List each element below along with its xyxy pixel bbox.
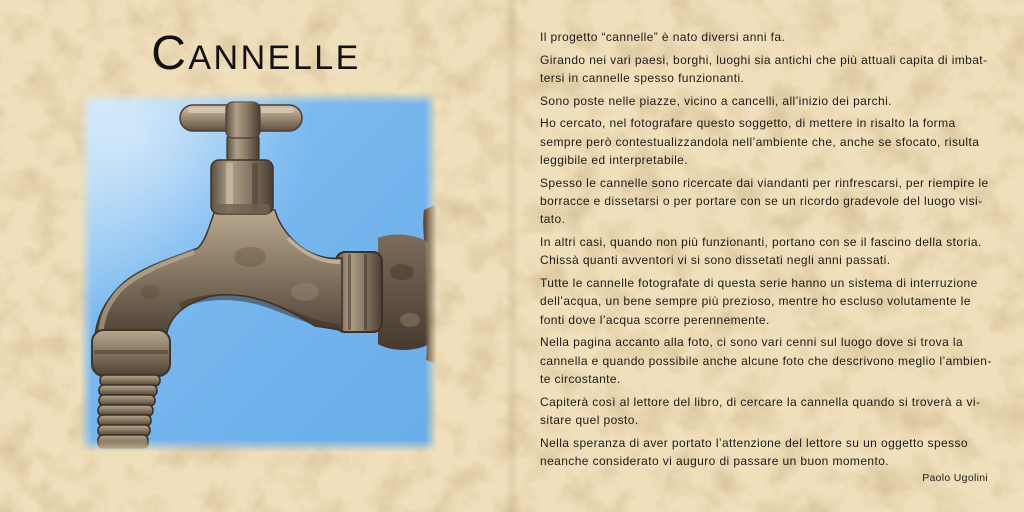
body-text-line: dell’acqua, un bene sempre più prezioso, mentre ho escluso volutamente le [540,294,971,309]
body-text-line: sitare quel posto. [540,413,639,428]
nozzle-ring [98,435,148,448]
coupling-rib [364,254,367,330]
body-text-line: fonti dove l’acqua scorre perennemente. [540,312,770,327]
body-paragraph [540,233,997,270]
body-text-line: Tutte le cannelle fotografate di questa serie hanno un sistema di interruzione [540,276,978,290]
coupling-rib [348,254,351,330]
body-text-line: Capiterà così al lettore del libro, di cercare la cannella quando si troverà a vi- [540,394,981,409]
wall-fitting [378,235,430,350]
body-paragraph [540,333,997,388]
body-text-line: cannella e quando possibile anche alcune foto che descrivono meglio l’ambien- [540,353,992,368]
body-text-line: borracce e dissetarsi o per portare con se un ricordo gradevole del luogo visi- [540,194,983,208]
body-text-line: tersi in cannelle spesso funzionanti. [540,71,745,85]
patina-spot [400,313,420,327]
body-text-line: leggibile ed interpretabile. [540,153,688,167]
patina-spot [234,247,266,267]
photo-frame [80,92,437,452]
body-paragraph [540,92,997,110]
page-title: Cannelle [151,27,361,80]
handle-hub [226,102,260,138]
author-signature: Paolo Ugolini [922,472,988,484]
body-paragraph [540,51,997,88]
body-paragraph [540,393,997,430]
body-text-line: sempre però contestualizzandola nell’ambiente che, anche se sfocato, risulta [540,134,980,149]
coupling-ring [336,252,382,332]
patina-spot [390,264,414,280]
body-text-line: Nella speranza di aver portato l’attenzione del lettore su un oggetto spesso [540,435,968,450]
body-paragraph [540,434,997,471]
body-text-line: In altri casi, quando non più funzionanti, portano con se il fascino della storia. [540,235,982,249]
patina-spot [140,285,160,299]
body-text-line: Spesso le cannelle sono ricercate dai viandanti per rinfrescarsi, per riempire le [540,175,989,190]
body-text-line: Sono poste nelle piazze, vicino a cancelli, all’inizio dei parchi. [540,93,892,108]
body-text-line: Il progetto “cannelle” è nato diversi anni fa. [540,30,786,44]
body-text-line: Chissà quanti avventori vi si sono dissetati negli anni passati. [540,253,891,268]
body-text-line: neanche considerato vi auguro di passare un buon momento. [540,454,890,469]
body-text-line: te circostante. [540,372,621,387]
body-paragraph [540,114,997,169]
faucet-photo [80,92,437,452]
nut-collar [216,204,270,214]
nut-facet-light [226,163,233,211]
collar-band [94,350,168,354]
body-text-line: Girando nei vari paesi, borghi, luoghi sia antichi che più attuali capita di imbat- [540,52,988,67]
body-paragraph [540,28,997,46]
body-text-line: Nella pagina accanto alla foto, ci sono vari cenni sul luogo dove si trova la [540,335,964,350]
body-paragraph [540,274,997,329]
right-page-text [540,28,997,475]
body-text-line: Ho cercato, nel fotografare questo soggetto, di mettere in risalto la forma [540,116,956,131]
nut-facet-dark [252,163,258,211]
patina-spot [291,283,319,301]
body-paragraph [540,174,997,229]
body-text-line: tato. [540,212,566,227]
